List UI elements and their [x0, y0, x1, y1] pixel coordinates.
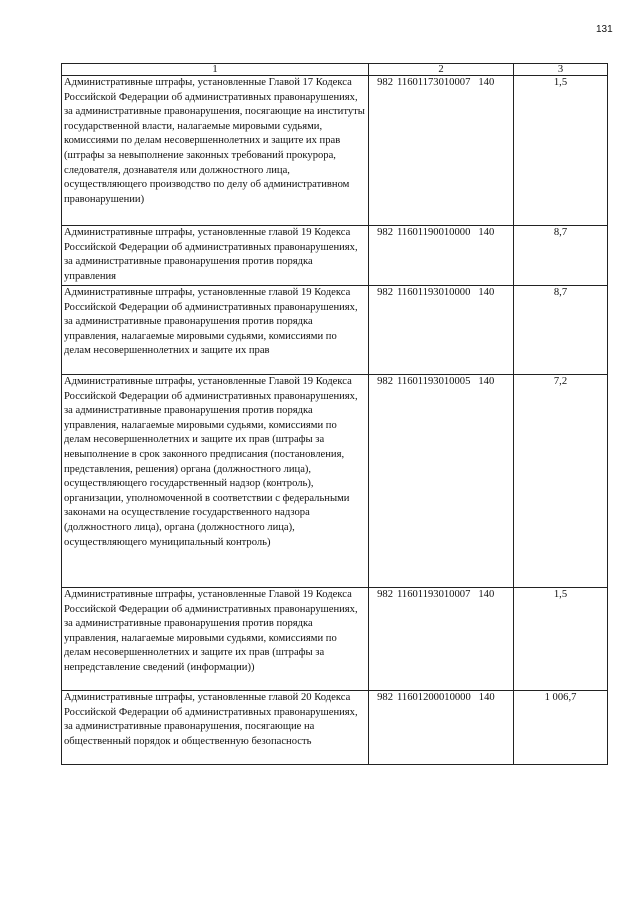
- kbk-code: 11601193010000: [397, 287, 471, 298]
- row-code: [369, 226, 514, 286]
- row-amount: 1 006,7: [514, 691, 608, 765]
- admin-code: 982: [377, 227, 393, 238]
- row-amount: 1,5: [514, 76, 608, 226]
- table-row: [62, 226, 608, 286]
- table-row: [62, 691, 608, 765]
- table-row: [62, 588, 608, 691]
- row-description: Административные штрафы, установленные Главой 19 Кодекса Российской Федерации об административных правонарушениях, за административные правонарушения против порядка управления, налагаемые мировыми судьями, комиссиями по делам несовершеннолетних и защите их прав (штрафы за непредставление сведений (информации)): [62, 588, 369, 691]
- kvr-code: 140: [478, 77, 495, 88]
- admin-code: 982: [377, 77, 393, 88]
- row-description: Административные штрафы, установленные главой 20 Кодекса Российской Федерации об административных правонарушениях, за административные правонарушения, посягающие на общественный порядок и общественную безопасность: [62, 691, 369, 765]
- kvr-code: 140: [478, 376, 495, 387]
- header-col-1: 1: [62, 64, 369, 76]
- kvr-code: 140: [478, 227, 495, 238]
- kbk-code: 11601200010000: [397, 692, 471, 703]
- admin-code: 982: [377, 589, 393, 600]
- kbk-code: 11601193010007: [397, 589, 471, 600]
- kbk-code: 11601173010007: [397, 77, 471, 88]
- row-description: Административные штрафы, установленные Главой 17 Кодекса Российской Федерации об административных правонарушениях, за административные правонарушения, посягающие на институты государственной власти, налагаемые мировыми судьями, комиссиями по делам несовершеннолетних и защите их прав (штрафы за невыполнение законных требований прокурора, следователя, дознавателя или должностного лица, осуществляющего производство по делу об административном правонарушении): [62, 76, 369, 226]
- kbk-code: 11601190010000: [397, 227, 471, 238]
- row-amount: 8,7: [514, 286, 608, 375]
- admin-code: 982: [377, 287, 393, 298]
- row-code: [369, 375, 514, 588]
- admin-code: 982: [377, 692, 393, 703]
- kbk-code: 11601193010005: [397, 376, 471, 387]
- row-code: [369, 76, 514, 226]
- row-description: Административные штрафы, установленные главой 19 Кодекса Российской Федерации об административных правонарушениях, за административные правонарушения против порядка управления, налагаемые мировыми судьями, комиссиями по делам несовершеннолетних и защите их прав: [62, 286, 369, 375]
- row-amount: 1,5: [514, 588, 608, 691]
- row-code: [369, 691, 514, 765]
- row-code: [369, 286, 514, 375]
- header-col-3: 3: [514, 64, 608, 76]
- table-row: [62, 375, 608, 588]
- kvr-code: 140: [478, 287, 495, 298]
- row-description: Административные штрафы, установленные главой 19 Кодекса Российской Федерации об административных правонарушениях, за административные правонарушения против порядка управления: [62, 226, 369, 286]
- table-row: [62, 286, 608, 375]
- row-code: [369, 588, 514, 691]
- kvr-code: 140: [478, 589, 495, 600]
- row-amount: 7,2: [514, 375, 608, 588]
- admin-code: 982: [377, 376, 393, 387]
- header-col-2: 2: [369, 64, 514, 76]
- row-amount: 8,7: [514, 226, 608, 286]
- table-header-row: [62, 64, 608, 76]
- page-number: 131: [596, 24, 613, 35]
- row-description: Административные штрафы, установленные Главой 19 Кодекса Российской Федерации об административных правонарушениях, за административные правонарушения против порядка управления, налагаемые мировыми судьями, комиссиями по делам несовершеннолетних и защите их прав (штрафы за невыполнение в срок законного предписания (постановления, представления, решения) органа (должностного лица), осуществляющего государственный надзор (контроль), организации, уполномоченной в соответствии с федеральными законами на осуществление государственного надзора (должностного лица), органа (должностного лица), осуществляющего муниципальный контроль): [62, 375, 369, 588]
- revenue-table: [61, 63, 608, 765]
- kvr-code: 140: [478, 692, 495, 703]
- table-row: [62, 76, 608, 226]
